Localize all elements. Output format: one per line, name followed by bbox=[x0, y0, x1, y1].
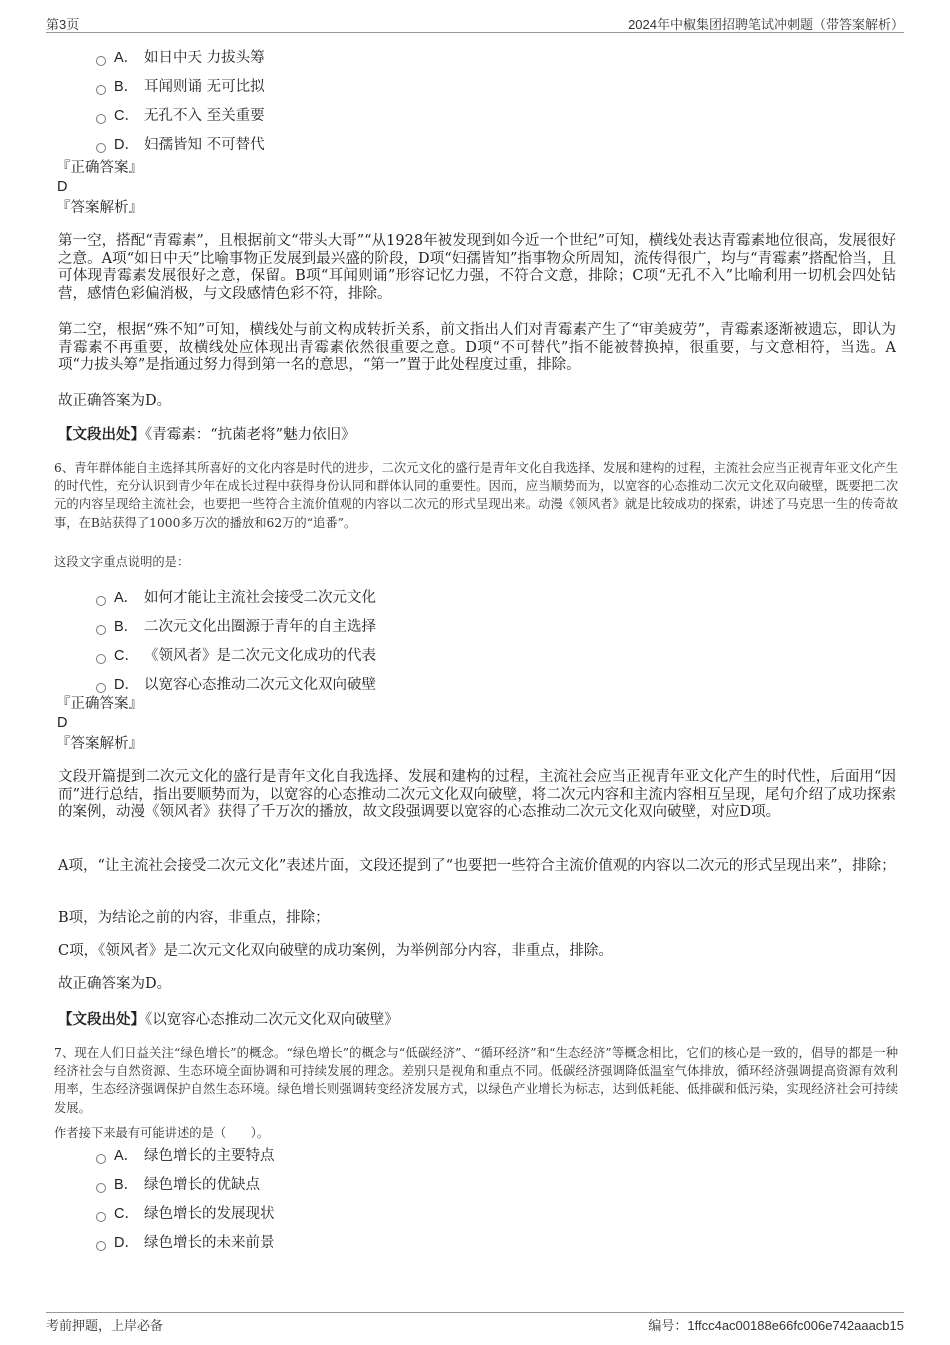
q6-option-a[interactable]: A． 如何才能让主流社会接受二次元文化 bbox=[96, 586, 376, 615]
page-number: 第3页 bbox=[46, 17, 80, 32]
q7-option-a[interactable]: A． 绿色增长的主要特点 bbox=[96, 1144, 275, 1173]
q7-option-d[interactable]: D． 绿色增长的未来前景 bbox=[96, 1231, 275, 1260]
q5-analysis-paragraph-2: 第二空，根据“殊不知”可知，横线处与前文构成转折关系，前文指出人们对青霉素产生了“审美疲劳”，青霉素逐渐被遗忘，即认为青霉素不再重要，故横线处应体现出青霉素依然很重要之意。D项“不可替代”指不能被替换掉，很重要，与文意相符，当选。A项“力拔头筹”是指通过努力得到第一名的意思，“第一”置于此处程度过重，排除。 bbox=[58, 322, 896, 373]
radio-icon[interactable] bbox=[96, 1241, 106, 1251]
q6-option-d[interactable]: D． 以宽容心态推动二次元文化双向破壁 bbox=[96, 673, 376, 702]
source-title: 《青霉素：“抗菌老将”魅力依旧》 bbox=[145, 427, 356, 443]
q5-option-c[interactable]: C． 无孔不入 至关重要 bbox=[96, 104, 265, 133]
q6-option-c[interactable]: C． 《领风者》是二次元文化成功的代表 bbox=[96, 644, 376, 673]
radio-icon[interactable] bbox=[96, 56, 106, 66]
q6-conclusion: 故正确答案为D。 bbox=[58, 976, 172, 992]
q6-analysis-paragraph-4: C项，《领风者》是二次元文化双向破壁的成功案例，为举例部分内容，非重点，排除。 bbox=[58, 943, 613, 959]
q7-question: 作者接下来最有可能讲述的是（ ）。 bbox=[54, 1126, 270, 1140]
radio-icon[interactable] bbox=[96, 85, 106, 95]
radio-icon[interactable] bbox=[96, 143, 106, 153]
source-label: 【文段出处】 bbox=[58, 1011, 145, 1028]
q5-analysis-paragraph-1: 第一空，搭配“青霉素”，且根据前文“带头大哥”“从1928年被发现到如今近一个世纪”可知，横线处表达青霉素地位很高，发展很好之意。A项“如日中天”比喻事物正发展到最兴盛的阶段，D项“妇孺皆知”指事物众所周知，流传得很广，均与“青霉素”搭配恰当，且可体现青霉素发展很好之意，保留。B项“耳闻则诵”形容记忆力强，不符合文意，排除；C项“无孔不入”比喻利用一切机会四处钻营，感情色彩偏消极，与文段感情色彩不符，排除。 bbox=[58, 233, 896, 302]
q6-option-b[interactable]: B． 二次元文化出圈源于青年的自主选择 bbox=[96, 615, 376, 644]
q6-analysis-label: 『答案解析』 bbox=[56, 736, 143, 752]
source-label: 【文段出处】 bbox=[58, 426, 145, 443]
q6-answer: D bbox=[57, 715, 68, 731]
q6-options bbox=[96, 586, 376, 702]
q6-source bbox=[58, 1011, 896, 1030]
q5-option-a[interactable]: A． 如日中天 力拔头筹 bbox=[96, 46, 265, 75]
q7-option-c[interactable]: C． 绿色增长的发展现状 bbox=[96, 1202, 275, 1231]
q5-source bbox=[58, 426, 896, 445]
radio-icon[interactable] bbox=[96, 596, 106, 606]
document-title: 2024年中椒集团招聘笔试冲刺题（带答案解析） bbox=[628, 17, 904, 32]
page-footer bbox=[46, 1312, 904, 1333]
footer-slogan: 考前押题，上岸必备 bbox=[46, 1318, 164, 1333]
page-header bbox=[46, 12, 904, 33]
q5-answer: D bbox=[57, 179, 68, 195]
radio-icon[interactable] bbox=[96, 654, 106, 664]
source-title: 《以宽容心态推动二次元文化双向破壁》 bbox=[145, 1012, 399, 1028]
radio-icon[interactable] bbox=[96, 1154, 106, 1164]
q5-answer-label: 『正确答案』 bbox=[56, 160, 143, 176]
q6-analysis-paragraph-2: A项，“让主流社会接受二次元文化”表述片面，文段还提到了“也要把一些符合主流价值观的内容以二次元的形式呈现出来”，排除； bbox=[58, 858, 896, 874]
radio-icon[interactable] bbox=[96, 114, 106, 124]
q5-options bbox=[96, 46, 265, 162]
q7-option-b[interactable]: B． 绿色增长的优缺点 bbox=[96, 1173, 275, 1202]
q6-answer-label: 『正确答案』 bbox=[56, 696, 143, 712]
radio-icon[interactable] bbox=[96, 625, 106, 635]
q6-analysis-paragraph-3: B项，为结论之前的内容，非重点，排除； bbox=[58, 910, 330, 926]
radio-icon[interactable] bbox=[96, 1212, 106, 1222]
q5-option-b[interactable]: B． 耳闻则诵 无可比拟 bbox=[96, 75, 265, 104]
radio-icon[interactable] bbox=[96, 1183, 106, 1193]
q6-question: 这段文字重点说明的是： bbox=[54, 555, 190, 569]
q5-analysis-label: 『答案解析』 bbox=[56, 200, 143, 216]
q5-conclusion: 故正确答案为D。 bbox=[58, 393, 172, 409]
radio-icon[interactable] bbox=[96, 683, 106, 693]
q5-option-d[interactable]: D． 妇孺皆知 不可替代 bbox=[96, 133, 265, 162]
q6-analysis-paragraph-1: 文段开篇提到二次元文化的盛行是青年文化自我选择、发展和建构的过程，主流社会应当正视青年亚文化产生的时代性，后面用“因而”进行总结，指出要顺势而为，以宽容的心态推动二次元文化双向破壁，将二次元内容和主流内容相互呈现，尾句介绍了成功探索的案例，动漫《领风者》获得了千万次的播放，故文段强调要以宽容的心态推动二次元文化双向破壁，对应D项。 bbox=[58, 769, 896, 820]
document-code: 编号：1ffcc4ac00188e66fc006e742aaacb15 bbox=[648, 1318, 904, 1333]
q6-stem: 6、青年群体能自主选择其所喜好的文化内容是时代的进步，二次元文化的盛行是青年文化自我选择、发展和建构的过程，主流社会应当正视青年亚文化产生的时代性，充分认识到青少年在成长过程中获得身份认同和群体认同的重要性。因而，应当顺势而为，以宽容的心态推动二次元文化双向破壁，既要把二次元的内容呈现给主流社会，也要把一些符合主流价值观的内容以二次元的形式呈现出来。动漫《领风者》就是比较成功的探索，讲述了马克思一生的传奇故事，在B站获得了1000多万次的播放和62万的“追番”。 bbox=[54, 461, 899, 530]
q7-stem: 7、现在人们日益关注“绿色增长”的概念。“绿色增长”的概念与“低碳经济”、“循环经济”和“生态经济”等概念相比，它们的核心是一致的，倡导的都是一种经济社会与自然资源、生态环境全面协调和可持续发展的理念。差别只是视角和重点不同。低碳经济强调降低温室气体排放，循环经济强调提高资源有效利用率，生态经济强调保护自然生态环境。绿色增长则强调转变经济发展方式，以绿色产业增长为标志，达到低耗能、低排碳和低污染，实现经济社会可持续发展。 bbox=[54, 1046, 898, 1115]
q7-options bbox=[96, 1144, 275, 1260]
